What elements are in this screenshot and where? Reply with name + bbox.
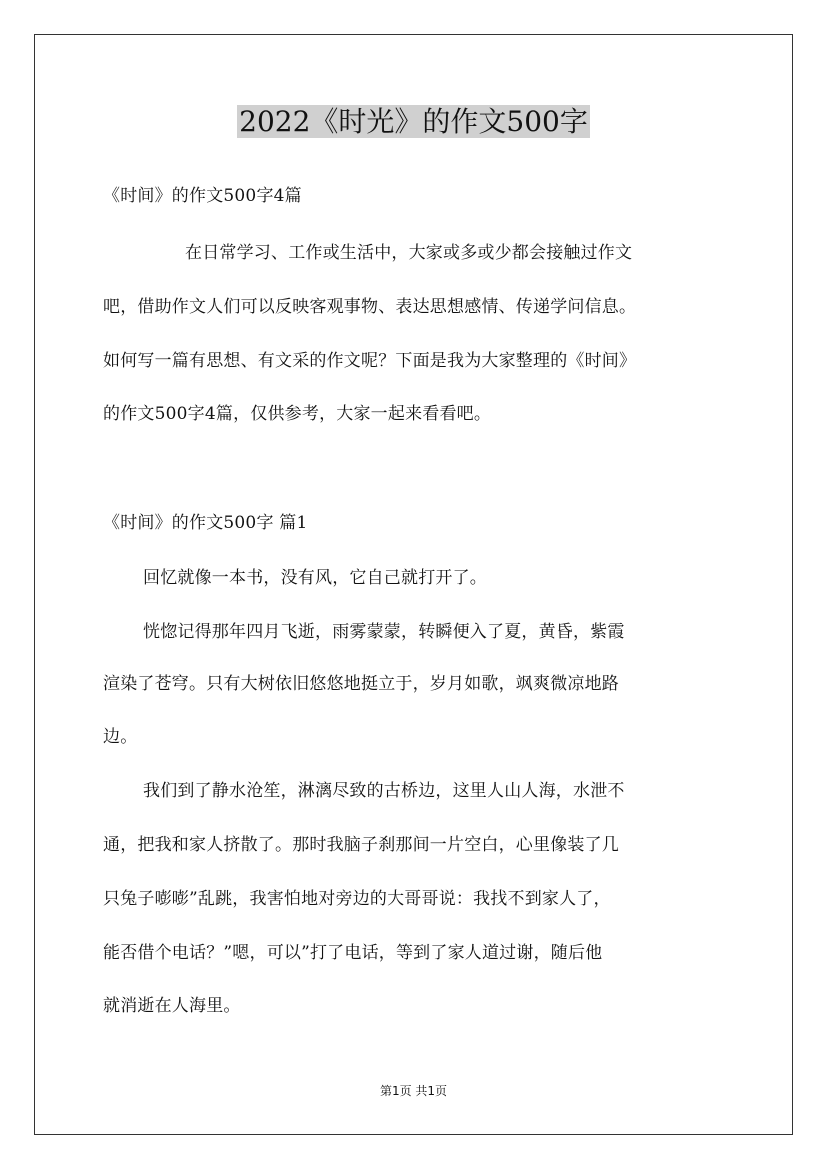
paragraph-line: 能否借个电话？”嗯，可以”打了电话，等到了家人道过谢，随后他 bbox=[103, 943, 603, 963]
paragraph-line: 就消逝在人海里。 bbox=[103, 996, 241, 1016]
intro-line: 在日常学习、工作或生活中，大家或多或少都会接触过作文 bbox=[185, 243, 633, 263]
paragraph-line: 渲染了苍穹。只有大树依旧悠悠地挺立于，岁月如歌，飒爽微凉地路 bbox=[103, 674, 619, 694]
paragraph-line: 边。 bbox=[103, 727, 138, 747]
paragraph-line: 通，把我和家人挤散了。那时我脑子刹那间一片空白，心里像装了几 bbox=[103, 835, 619, 855]
document-subtitle: 《时间》的作文500字4篇 bbox=[103, 186, 302, 206]
section-heading: 《时间》的作文500字 篇1 bbox=[103, 513, 308, 533]
document-title bbox=[0, 100, 827, 144]
intro-line: 吧，借助作文人们可以反映客观事物、表达思想感情、传递学问信息。 bbox=[103, 297, 637, 317]
paragraph-line: 恍惚记得那年四月飞逝，雨雾蒙蒙，转瞬便入了夏，黄昏，紫霞 bbox=[143, 622, 625, 642]
intro-line: 的作文500字4篇，仅供参考，大家一起来看看吧。 bbox=[103, 404, 492, 424]
paragraph-line: 回忆就像一本书，没有风，它自己就打开了。 bbox=[143, 568, 487, 588]
paragraph-line: 我们到了静水沧笙，淋漓尽致的古桥边，这里人山人海，水泄不 bbox=[143, 781, 625, 801]
intro-line: 如何写一篇有思想、有文采的作文呢？下面是我为大家整理的《时间》 bbox=[103, 351, 637, 371]
document-title-text: 2022《时光》的作文500字 bbox=[239, 105, 588, 138]
paragraph-line: 只兔子嘭嘭”乱跳，我害怕地对旁边的大哥哥说：我找不到家人了， bbox=[103, 889, 611, 909]
page-footer: 第1页 共1页 bbox=[379, 1084, 448, 1098]
